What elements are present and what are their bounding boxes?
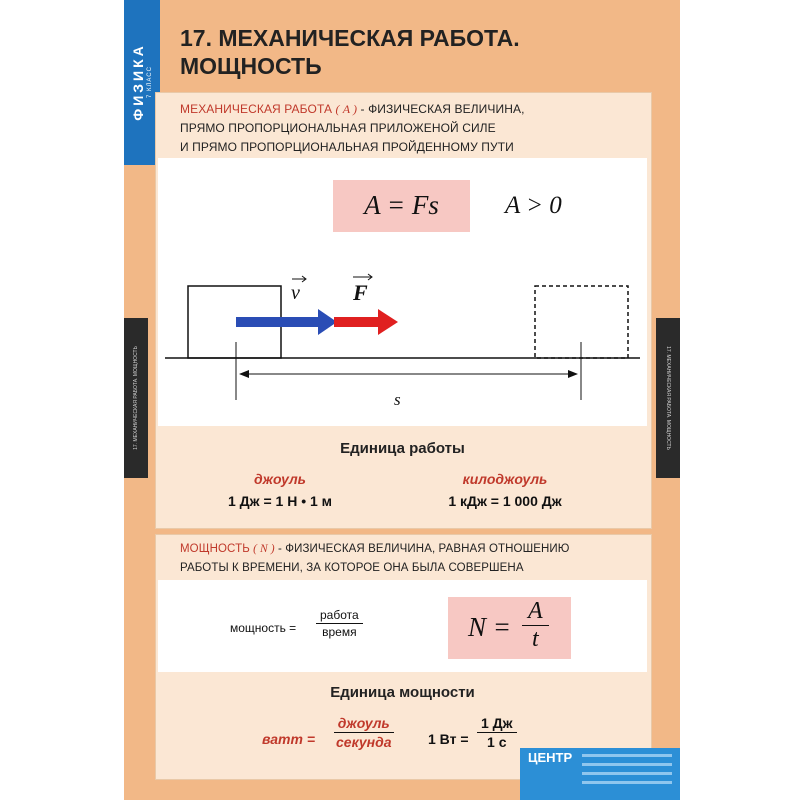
edge-tab-left-text: 17. МЕХАНИЧЕСКАЯ РАБОТА. МОЩНОСТЬ	[133, 346, 139, 450]
power-formula-numerator: A	[522, 598, 549, 626]
work-unit-heading: Единица работы	[340, 440, 465, 457]
power-word-numerator: работа	[316, 607, 363, 624]
subject-name: ФИЗИКА	[130, 43, 146, 121]
force-label: F	[353, 280, 368, 305]
watt-numerator: джоуль	[334, 714, 394, 733]
work-definition-line-2: ПРЯМО ПРОПОРЦИОНАЛЬНАЯ ПРИЛОЖЕНОЙ СИЛЕ	[180, 121, 496, 135]
publisher-fine-print	[582, 754, 672, 790]
work-definition-line-3: И ПРЯМО ПРОПОРЦИОНАЛЬНАЯ ПРОЙДЕННОМУ ПУТИ	[180, 140, 514, 154]
power-formula-fraction	[522, 598, 549, 653]
work-definition-line-1-rest: - ФИЗИЧЕСКАЯ ВЕЛИЧИНА,	[357, 102, 525, 116]
velocity-label: v	[291, 282, 300, 304]
velocity-arrow	[236, 309, 337, 335]
watt-definition-fraction	[477, 714, 517, 751]
grade-label: 7 КЛАСС	[147, 66, 153, 98]
publisher-name: ЦЕНТР	[528, 750, 573, 765]
publisher-logo	[520, 748, 680, 800]
watt-definition-left: 1 Вт =	[428, 731, 469, 747]
power-unit-heading: Единица мощности	[330, 684, 475, 701]
kilojoule-name: килоджоуль	[462, 471, 548, 487]
power-word-denominator: время	[322, 625, 357, 639]
work-formula: A = Fs	[364, 190, 439, 220]
title-line-1: 17. МЕХАНИЧЕСКАЯ РАБОТА.	[180, 25, 520, 51]
power-word-fraction	[316, 607, 363, 640]
watt-definition-denominator: 1 с	[487, 734, 507, 750]
work-definition-symbol: ( A )	[335, 102, 358, 116]
power-definition-line-1	[180, 540, 642, 559]
kilojoule-definition: 1 кДж = 1 000 Дж	[448, 493, 562, 509]
watt-denominator: секунда	[336, 734, 392, 750]
power-formula-denominator: t	[532, 626, 539, 652]
power-definition	[180, 540, 642, 578]
work-condition: A > 0	[505, 192, 562, 219]
watt-fraction	[332, 714, 396, 751]
power-definition-term: МОЩНОСТЬ	[180, 543, 250, 555]
joule-definition: 1 Дж = 1 Н • 1 м	[227, 493, 333, 509]
force-arrow	[334, 309, 398, 335]
watt-label: ватт =	[262, 731, 316, 747]
power-definition-line-1-rest: - ФИЗИЧЕСКАЯ ВЕЛИЧИНА, РАВНАЯ ОТНОШЕНИЮ	[274, 543, 570, 555]
watt-definition-numerator: 1 Дж	[477, 714, 517, 733]
distance-label: s	[394, 390, 401, 409]
title-line-2: МОЩНОСТЬ	[180, 53, 322, 79]
power-word-formula-left: мощность =	[230, 621, 297, 635]
power-formula-left: N =	[468, 612, 511, 642]
power-definition-symbol: ( N )	[253, 543, 275, 555]
edge-tab-right-text: 17. МЕХАНИЧЕСКАЯ РАБОТА. МОЩНОСТЬ	[665, 346, 671, 450]
joule-name: джоуль	[254, 471, 306, 487]
power-definition-line-2: РАБОТЫ К ВРЕМЕНИ, ЗА КОТОРОЕ ОНА БЫЛА СОВЕРШЕНА	[180, 562, 524, 574]
work-definition-term: МЕХАНИЧЕСКАЯ РАБОТА	[180, 102, 333, 116]
